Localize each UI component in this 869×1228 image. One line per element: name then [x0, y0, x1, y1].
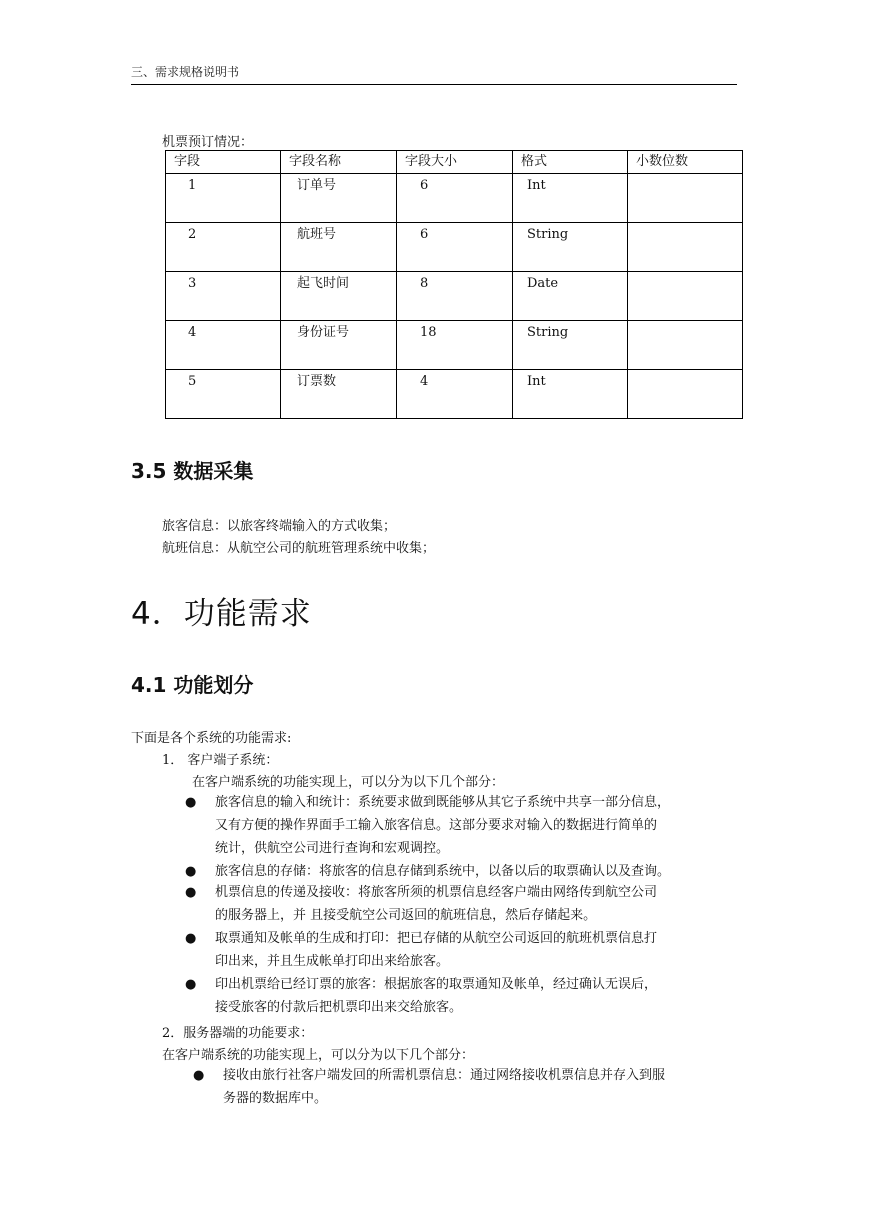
- table-cell: 18: [397, 321, 513, 370]
- column-header: 字段: [166, 151, 281, 174]
- table-cell: Int: [513, 174, 628, 223]
- table-cell: 3: [166, 272, 281, 321]
- table-cell: 6: [397, 223, 513, 272]
- list-line: 取票通知及帐单的生成和打印：把已存储的从航空公司返回的航班机票信息打: [215, 931, 658, 946]
- table-header-row: [166, 151, 743, 174]
- paragraph-line: 航班信息：从航空公司的航班管理系统中收集；: [162, 541, 436, 556]
- table-row: [166, 223, 743, 272]
- table-cell: 航班号: [281, 223, 397, 272]
- section-intro: 下面是各个系统的功能需求:: [131, 731, 292, 746]
- table-row: [166, 370, 743, 419]
- table-cell: Int: [513, 370, 628, 419]
- list-line: 印出机票给已经订票的旅客：根据旅客的取票通知及帐单，经过确认无误后，: [215, 977, 658, 992]
- table-cell: 4: [166, 321, 281, 370]
- table-caption: 机票预订情况：: [162, 135, 254, 150]
- table-row: [166, 321, 743, 370]
- table-cell: String: [513, 223, 628, 272]
- list-line: 印出来，并且生成帐单打印出来给旅客。: [215, 954, 450, 969]
- list-line: 务器的数据库中。: [223, 1091, 328, 1106]
- bullet-icon: ●: [185, 977, 197, 992]
- table-row: [166, 272, 743, 321]
- running-title: 三、需求规格说明书: [131, 65, 240, 79]
- table-cell: 起飞时间: [281, 272, 397, 321]
- bullet-icon: ●: [185, 885, 197, 900]
- server-intro: 在客户端系统的功能实现上，可以分为以下几个部分：: [162, 1048, 475, 1063]
- table-cell: 订票数: [281, 370, 397, 419]
- heading-4-1: 4.1 功能划分: [131, 673, 254, 697]
- list-item: [185, 860, 671, 883]
- client-subsystem-title: 1． 客户端子系统：: [162, 753, 279, 768]
- bullet-icon: ●: [193, 1068, 205, 1083]
- bullet-icon: ●: [185, 931, 197, 946]
- list-line: 旅客信息的存储：将旅客的信息存储到系统中，以备以后的取票确认以及查询。: [215, 864, 671, 879]
- bullet-icon: ●: [185, 864, 197, 879]
- table-cell: 身份证号: [281, 321, 397, 370]
- table-cell: 6: [397, 174, 513, 223]
- server-subsystem-title: 2．服务器端的功能要求：: [162, 1026, 314, 1041]
- list-item: [193, 1064, 666, 1110]
- running-header: [131, 63, 737, 85]
- table-cell: [628, 321, 743, 370]
- list-line: 又有方便的操作界面手工输入旅客信息。这部分要求对输入的数据进行简单的: [215, 818, 658, 833]
- list-line: 接收由旅行社客户端发回的所需机票信息：通过网络接收机票信息并存入到服: [223, 1068, 666, 1083]
- heading-3-5: 3.5 数据采集: [131, 459, 254, 483]
- list-line: 统计，供航空公司进行查询和宏观调控。: [215, 841, 450, 856]
- list-item: [185, 791, 671, 860]
- table-cell: [628, 370, 743, 419]
- paragraph-line: 旅客信息：以旅客终端输入的方式收集；: [162, 519, 397, 534]
- list-item: [185, 881, 658, 927]
- list-line: 机票信息的传递及接收：将旅客所须的机票信息经客户端由网络传到航空公司: [215, 885, 658, 900]
- client-intro: 在客户端系统的功能实现上，可以分为以下几个部分：: [192, 775, 505, 790]
- table-cell: 2: [166, 223, 281, 272]
- table-cell: String: [513, 321, 628, 370]
- table-cell: 8: [397, 272, 513, 321]
- bullet-icon: ●: [185, 795, 197, 810]
- list-item: [185, 927, 658, 973]
- table-cell: Date: [513, 272, 628, 321]
- table-cell: [628, 272, 743, 321]
- column-header: 字段大小: [397, 151, 513, 174]
- column-header: 字段名称: [281, 151, 397, 174]
- heading-chapter-4: 4．功能需求: [131, 596, 312, 632]
- table-cell: [628, 223, 743, 272]
- column-header: 小数位数: [628, 151, 743, 174]
- table-cell: 4: [397, 370, 513, 419]
- ticket-fields-table: [165, 150, 743, 419]
- table-cell: 订单号: [281, 174, 397, 223]
- list-line: 旅客信息的输入和统计：系统要求做到既能够从其它子系统中共享一部分信息，: [215, 795, 671, 810]
- table-row: [166, 174, 743, 223]
- table-cell: 5: [166, 370, 281, 419]
- list-line: 的服务器上，并 且接受航空公司返回的航班信息，然后存储起来。: [215, 908, 597, 923]
- list-item: [185, 973, 658, 1019]
- table-cell: [628, 174, 743, 223]
- list-line: 接受旅客的付款后把机票印出来交给旅客。: [215, 1000, 463, 1015]
- table-cell: 1: [166, 174, 281, 223]
- column-header: 格式: [513, 151, 628, 174]
